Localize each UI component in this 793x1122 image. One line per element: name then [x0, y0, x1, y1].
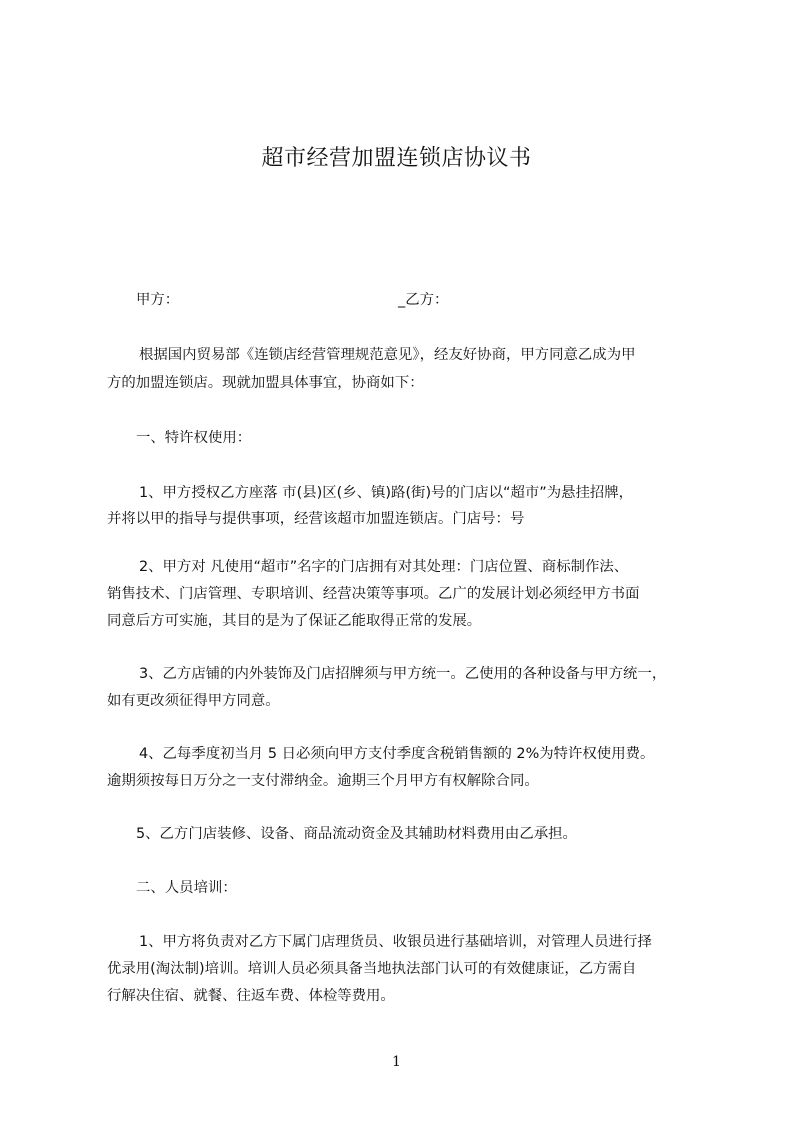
section1-item4-line1: 4、乙每季度初当月 5 日必须向甲方支付季度含税销售额的 2%为特许权使用费。	[139, 746, 655, 762]
section1-item5-line1: 5、乙方门店装修、设备、商品流动资金及其辅助材料费用由乙承担。	[136, 826, 577, 842]
section2-item1-line2: 优录用(淘汰制)培训。培训人员必须具备当地执法部门认可的有效健康证，乙方需自	[107, 961, 637, 977]
section1-item3-line1: 3、乙方店铺的内外装饰及门店招牌须与甲方统一。乙使用的各种设备与甲方统一，	[139, 666, 667, 682]
section1-heading: 一、特许权使用：	[136, 430, 252, 446]
section2-heading: 二、人员培训：	[136, 880, 237, 896]
party-a-label: 甲方：	[136, 292, 180, 308]
section1-item1-line1: 1、甲方授权乙方座落 市(县)区(乡、镇)路(街)号的门店以“超市”为悬挂招牌，	[139, 485, 634, 501]
section1-item3-line2: 如有更改须征得甲方同意。	[107, 693, 280, 709]
page-number: 1	[392, 1054, 401, 1070]
section1-item2-line2: 销售技术、门店管理、专职培训、经营决策等事项。乙广的发展计划必须经甲方书面	[107, 586, 640, 602]
section1-item2-line1: 2、甲方对 凡使用“超市”名字的门店拥有对其处理：门店位置、商标制作法、	[139, 559, 629, 575]
document-title: 超市经营加盟连锁店协议书	[261, 146, 532, 171]
intro-line-2: 方的加盟连锁店。现就加盟具体事宜，协商如下：	[107, 375, 424, 391]
section1-item1-line2: 并将以甲的指导与提供事项，经营该超市加盟连锁店。门店号：号	[107, 511, 525, 527]
section1-item2-line3: 同意后方可实施，其目的是为了保证乙能取得正常的发展。	[107, 613, 482, 629]
party-b-label: _乙方：	[398, 292, 449, 308]
section2-item1-line1: 1、甲方将负责对乙方下属门店理货员、收银员进行基础培训，对管理人员进行择	[139, 934, 652, 950]
intro-line-1: 根据国内贸易部《连锁店经营管理规范意见》，经友好协商，甲方同意乙成为甲	[139, 347, 636, 363]
section2-item1-line3: 行解决住宿、就餐、往返车费、体检等费用。	[107, 988, 395, 1004]
section1-item4-line2: 逾期须按每日万分之一支付滞纳金。逾期三个月甲方有权解除合同。	[107, 773, 539, 789]
